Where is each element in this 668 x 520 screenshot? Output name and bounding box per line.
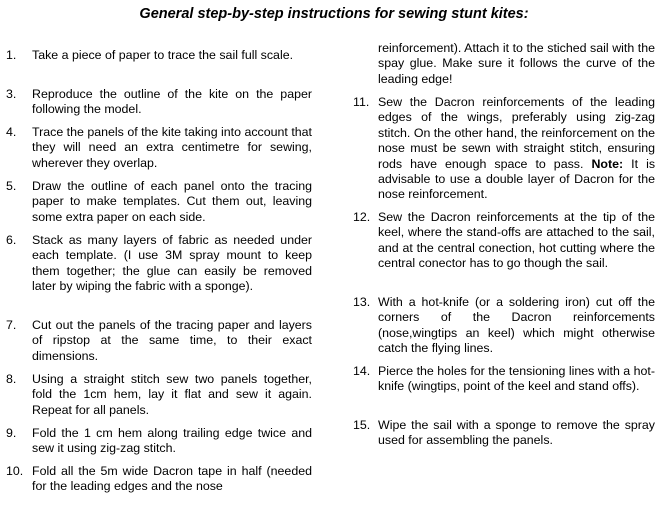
- item-number: 1.: [6, 48, 17, 62]
- item-text: reinforcement). Attach it to the stiched sail with the spay glue. Make sure it follows the curve of the leading edge!: [378, 41, 655, 86]
- list-item: [6, 426, 312, 457]
- list-item: [353, 95, 655, 203]
- item-text: Reproduce the outline of the kite on the paper following the model.: [32, 87, 312, 117]
- list-item: [6, 48, 312, 63]
- item-number: 3.: [6, 87, 17, 101]
- list-item: [6, 179, 312, 225]
- item-text: Using a straight stitch sew two panels together, fold the 1cm hem, lay it flat and sew it again. Repeat for all panels.: [32, 372, 312, 417]
- item-text: Fold all the 5m wide Dacron tape in half (needed for the leading edges and the nose: [32, 464, 312, 494]
- list-item: [6, 464, 312, 495]
- item-number: 12.: [353, 210, 371, 224]
- list-item: [353, 418, 655, 449]
- item-number: 4.: [6, 125, 17, 139]
- item-text: Wipe the sail with a sponge to remove the spray used for assembling the panels.: [378, 418, 655, 448]
- item-number: 8.: [6, 372, 17, 386]
- item-text: Trace the panels of the kite taking into account that they will need an extra centimetre for sewing, wherever they overlap.: [32, 125, 312, 170]
- list-item: [353, 295, 655, 357]
- item-text: Fold the 1 cm hem along trailing edge twice and sew it using zig-zag stitch.: [32, 426, 312, 456]
- list-item: [6, 372, 312, 418]
- list-item-continuation: [353, 41, 655, 87]
- item-number: 9.: [6, 426, 17, 440]
- item-text: Sew the Dacron reinforcements at the tip of the keel, where the stand-offs are attached to the sail, and at the central conection, hot cutting where the central conector has to go though the sail.: [378, 210, 655, 271]
- item-text: Cut out the panels of the tracing paper and layers of ripstop at the same time, to their exact dimensions.: [32, 318, 312, 363]
- list-item: [353, 364, 655, 395]
- page-title: General step-by-step instructions for sewing stunt kites:: [139, 6, 529, 22]
- list-item: [6, 125, 312, 171]
- list-item: [353, 210, 655, 272]
- item-text: With a hot-knife (or a soldering iron) cut off the corners of the Dacron reinforcements (nose,wingtips an keel) which might otherwise catch the flying lines.: [378, 295, 655, 356]
- item-number: 11.: [353, 95, 370, 109]
- item-number: 7.: [6, 318, 17, 332]
- item-text: [378, 95, 655, 203]
- list-item: [6, 87, 312, 118]
- item-text: Draw the outline of each panel onto the tracing paper to make templates. Cut them out, leaving some extra paper on each side.: [32, 179, 312, 224]
- item-number: 6.: [6, 233, 17, 247]
- list-item: [6, 233, 312, 295]
- note-text: It is advisable to use a double layer of Dacron for the nose reinforcement.: [378, 156, 656, 202]
- item-text: Stack as many layers of fabric as needed under each template. (I use 3M spray mount to keep them together; the glue can easily be removed later by wiping the fabric with a sponge).: [32, 233, 312, 294]
- note-label: Note:: [591, 156, 624, 171]
- item-number: 5.: [6, 179, 17, 193]
- item-number: 14.: [353, 364, 371, 378]
- item-text: Pierce the holes for the tensioning lines with a hot-knife (wingtips, point of the keel and stand offs).: [378, 364, 655, 394]
- item-text: Take a piece of paper to trace the sail full scale.: [32, 48, 294, 62]
- item-number: 10.: [6, 464, 24, 478]
- item-number: 13.: [353, 295, 371, 309]
- item-number: 15.: [353, 418, 371, 432]
- list-item: [6, 318, 312, 364]
- item-main-text: Sew the Dacron reinforcements of the leading edges of the wings, preferably using zig-zag stitch. On the other hand, the reinforcement on the nose must be sewn with straight stitch, ensuring rods have enough space to pass.: [378, 95, 655, 171]
